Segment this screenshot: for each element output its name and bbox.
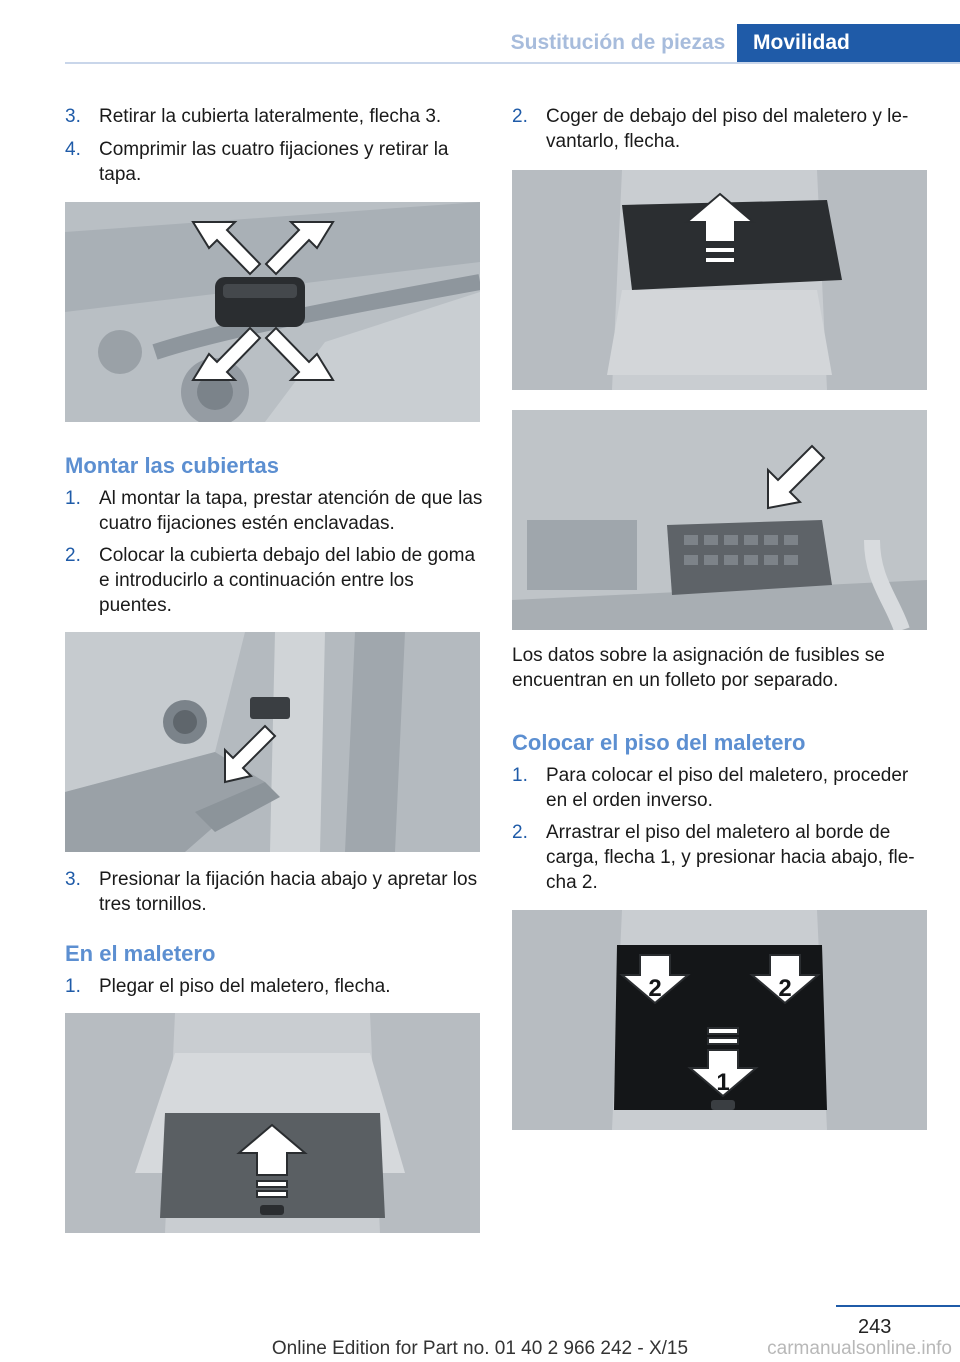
step-number: 2.	[512, 822, 528, 843]
step-text: Presionar la fijación hacia abajo y apretar los tres tornillos.	[99, 869, 478, 915]
step-number: 1.	[65, 488, 81, 509]
header-rule	[65, 62, 960, 64]
step-text: Para colocar el piso del maletero, proceder en el orden inverso.	[546, 765, 909, 811]
step-text: Comprimir las cuatro fijaciones y retirar la tapa.	[99, 139, 449, 185]
footer-rule	[836, 1305, 960, 1307]
step-number: 1.	[512, 765, 528, 786]
step-number: 1.	[65, 976, 81, 997]
step-number: 3.	[65, 869, 81, 890]
step-text: Colocar la cubierta debajo del labio de goma e introducirlo a continuación entre los puentes.	[99, 545, 476, 616]
step-number: 2.	[512, 106, 528, 127]
step-text: Al montar la tapa, prestar atención de que las cuatro fijaciones estén enclavadas.	[99, 488, 483, 534]
page-number: 243	[858, 1316, 892, 1338]
section-heading: En el maletero	[65, 941, 216, 966]
figure-trunk-fold	[65, 1013, 480, 1233]
step-text: Arrastrar el piso del maletero al borde de carga, flecha 1, y presionar hacia abajo, fle-cha 2.	[546, 822, 915, 893]
fuse-info-paragraph: Los datos sobre la asignación de fusibles se encuentran en un folleto por separado.	[512, 645, 885, 691]
step-text: Retirar la cubierta lateralmente, flecha 3.	[99, 106, 442, 127]
step-number: 4.	[65, 139, 81, 160]
figure-cover-fasteners	[65, 202, 480, 422]
header-section-title: Sustitución de piezas	[510, 31, 726, 54]
edition-footer: Online Edition for Part no. 01 40 2 966 242 - X/15	[271, 1338, 689, 1359]
figure-trunk-place	[512, 910, 927, 1130]
arrow-label-2b: 2	[778, 975, 792, 1002]
figure-fuse-box	[512, 410, 927, 630]
arrow-label-2a: 2	[648, 975, 662, 1002]
step-number: 2.	[65, 545, 81, 566]
figure-cover-clip	[65, 632, 480, 852]
step-text: Plegar el piso del maletero, flecha.	[99, 976, 391, 997]
section-heading: Colocar el piso del maletero	[512, 730, 806, 755]
arrow-label-1: 1	[716, 1069, 730, 1096]
section-heading: Montar las cubiertas	[65, 453, 279, 478]
figure-trunk-lift	[512, 170, 927, 390]
watermark: carmanualsonline.info	[767, 1338, 952, 1359]
header-chapter-tab[interactable]: Movilidad	[737, 24, 960, 62]
step-text: Coger de debajo del piso del maletero y le-vantarlo, flecha.	[546, 106, 909, 152]
step-number: 3.	[65, 106, 81, 127]
